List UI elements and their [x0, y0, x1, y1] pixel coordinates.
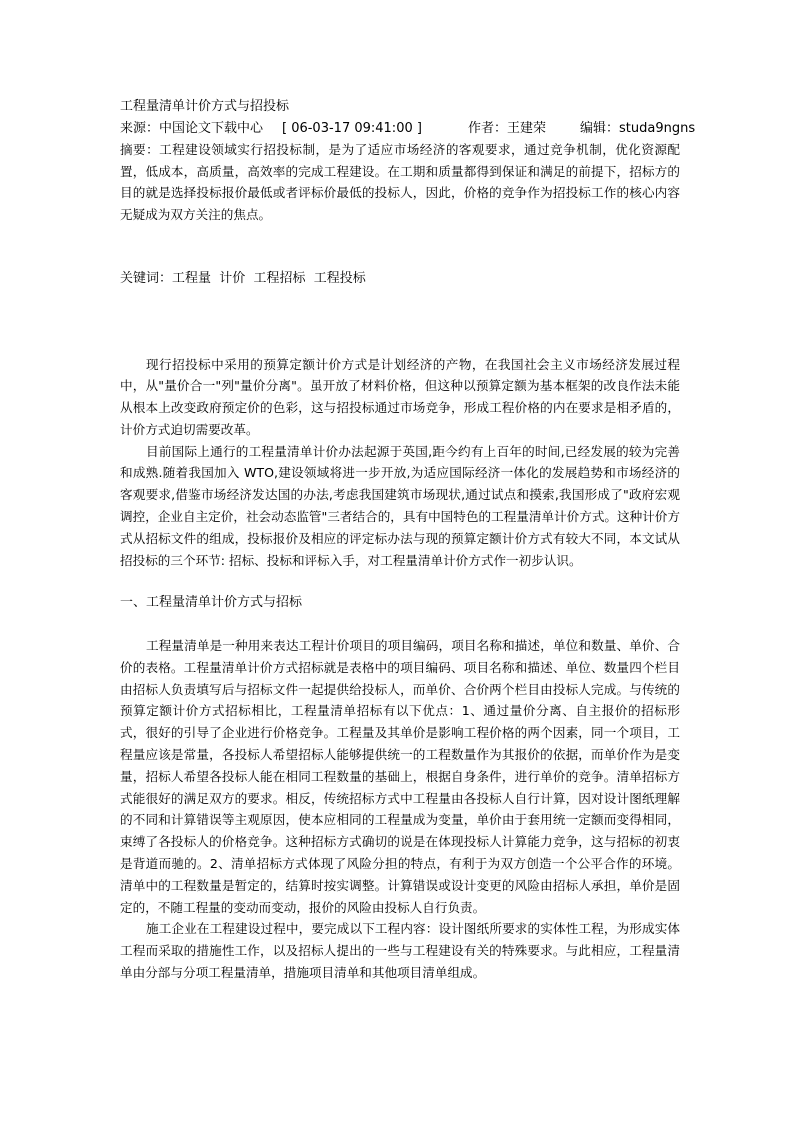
- editor-label: 编辑：studa9ngns: [580, 120, 696, 136]
- source-label: 来源：中国论文下载中心: [120, 120, 264, 136]
- document-page: [120, 96, 696, 984]
- spacer: [120, 571, 680, 592]
- author-label: 作者：王建荣: [468, 120, 547, 136]
- article-meta: [120, 118, 696, 140]
- section-heading-1: 一、工程量清单计价方式与招标: [120, 595, 303, 611]
- spacer: [120, 225, 680, 268]
- keywords: 关键词：工程量 计价 工程招标 工程投标: [120, 271, 366, 286]
- spacer: [120, 290, 680, 354]
- article-title: 工程量清单计价方式与招投标: [120, 99, 290, 114]
- paragraph-1: 现行招投标中采用的预算定额计价方式是计划经济的产物，在我国社会主义市场经济发展过程中，从"量价合一"列"量价分离"。虽开放了材料价格，但这种以预算定额为基本框架的改良作法未能从根本上改变政府预定价的色彩，这与招投标通过市场竞争，形成工程价格的内在要求是相矛盾的，计价方式迫切需要改革。: [120, 356, 680, 437]
- spacer: [120, 614, 680, 635]
- paragraph-3: 工程量清单是一种用来表达工程计价项目的项目编码，项目名称和描述，单位和数量、单价、合价的表格。工程量清单计价方式招标就是表格中的项目编码、项目名称和描述、单位、数量四个栏目由招标人负责填写后与招标文件一起提供给投标人，而单价、合价两个栏目由投标人完成。与传统的预算定额计价方式招标相比，工程量清单招标有以下优点：1、通过量价分离、自主报价的招标形式，很好的引导了企业进行价格竞争。工程量及其单价是影响工程价格的两个因素，同一个项目，工程量应该是常量，各投标人希望招标人能够提供统一的工程数量作为其报价的依据，而单价作为是变量，招标人希望各投标人能在相同工程数量的基础上，根据自身条件，进行单价的竞争。清单招标方式能很好的满足双方的要求。相反，传统招标方式中工程量由各投标人自行计算，因对设计图纸理解的不同和计算错误等主观原因，使本应相同的工程量成为变量，单价由于套用统一定额而变得相同，束缚了各投标人的价格竞争。这种招标方式确切的说是在体现投标人计算能力竞争，这与招标的初衷是背道而驰的。2、清单招标方式体现了风险分担的特点，有利于为双方创造一个公平合作的环境。清单中的工程数量是暂定的，结算时按实调整。计算错误或设计变更的风险由招标人承担，单价是固定的，不随工程量的变动而变动，报价的风险由投标人自行负责。: [120, 637, 680, 915]
- paragraph-2: 目前国际上通行的工程量清单计价办法起源于英国,距今约有上百年的时间,已经发展的较为完善和成熟.随着我国加入 WTO,建设领域将进一步开放,为适应国际经济一体化的发展趋势和市场经济的客观要求,借鉴市场经济发达国的办法,考虑我国建筑市场现状,通过试点和摸索,我国形成了"政府宏观调控，企业自主定价，社会动态监管"三者结合的，具有中国特色的工程量清单计价方式。这种计价方式从招标文件的组成，投标报价及相应的评定标办法与现的预算定额计价方式有较大不同，本文试从招投标的三个环节: 招标、投标和评标入手，对工程量清单计价方式作一初步认识。: [120, 443, 680, 568]
- publish-date: [ 06-03-17 09:41:00 ]: [282, 120, 422, 136]
- paragraph-4: 施工企业在工程建设过程中，要完成以下工程内容：设计图纸所要求的实体性工程，为形成实体工程而采取的措施性工作，以及招标人提出的一些与工程建设有关的特殊要求。与此相应，工程量清单由分部与分项工程量清单，措施项目清单和其他项目清单组成。: [120, 921, 680, 980]
- abstract: 摘要：工程建设领域实行招投标制，是为了适应市场经济的客观要求，通过竞争机制，优化资源配置，低成本，高质量，高效率的完成工程建设。在工期和质量都得到保证和满足的前提下，招标方的目的就是选择投标报价最低或者评标价最低的投标人，因此，价格的竞争作为招投标工作的核心内容无疑成为双方关注的焦点。: [120, 142, 680, 222]
